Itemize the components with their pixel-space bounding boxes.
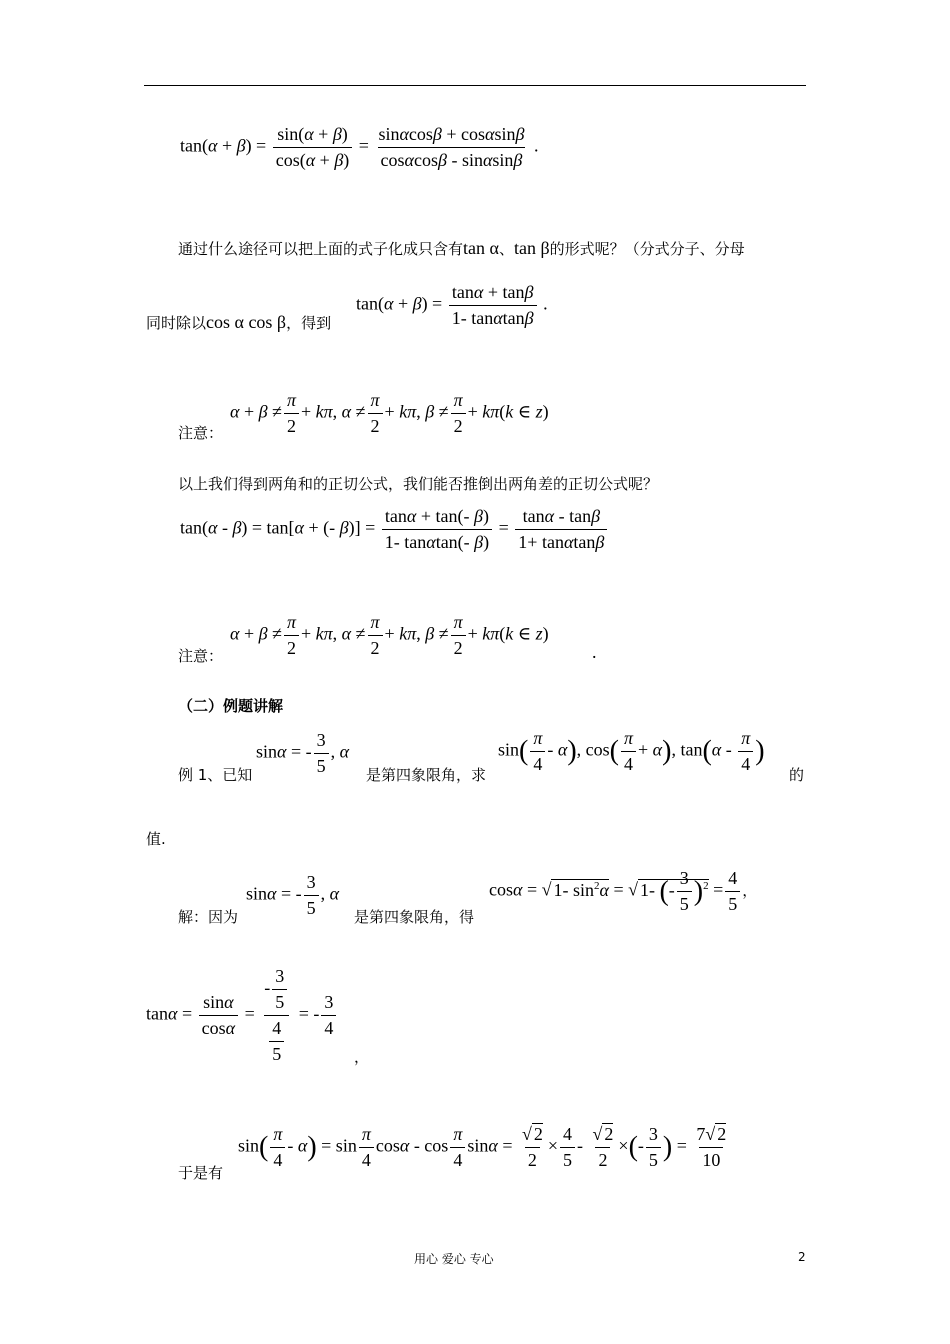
tan-alpha: tan α: [463, 238, 499, 258]
example-end: 的: [789, 766, 805, 784]
divide-paragraph: [146, 312, 331, 333]
example-value: 值.: [146, 830, 166, 848]
period-3: .: [592, 642, 597, 662]
example-targets: sin( $\frac{\pi}{4}$ - α), cos( $\frac{\pi}{4}$ + α), tan(α - $\frac{\pi}{4}$ ): [498, 728, 765, 774]
difference-paragraph: 以上我们得到两角和的正切公式，我们能否推倒出两角差的正切公式呢？: [178, 475, 659, 493]
note-condition-2: α + β ≠ $\frac{\pi}{2}$ + kπ, α ≠ $\frac{\pi}{2}$ + kπ, β ≠ $\frac{\pi}{2}$ + kπ(k ∈ z): [230, 612, 549, 658]
formula-tan-difference: tan(α - β) = tan[α + (- β)] = $\frac{\tan\alpha + \tan(- \beta)}{1- \tan\alpha\tan(- \beta)}$ = $\frac{\tan\alpha - \tan\beta}{1+ \tan\alpha\tan\beta}$: [180, 506, 609, 553]
solution-label: 解：因为: [178, 908, 239, 926]
section-heading: （二）例题讲解: [178, 697, 284, 715]
solution-cos: cosα = √ 1- $\sin^2\alpha$ = √ 1- (- $\frac{3}{5}$ )$^2$ = $\frac{4}{5}$ ，: [489, 868, 758, 914]
period-1: .: [533, 135, 539, 156]
solution-mid: 是第四象限角，得: [354, 908, 475, 926]
question-text-end: 的形式呢？（分式分子、分母: [549, 240, 745, 258]
period-2: .: [543, 293, 548, 314]
solution-sin-diff: sin( $\frac{\pi}{4}$ - α) = sin $\frac{\pi}{4}$ cosα - cos $\frac{\pi}{4}$ sinα = $\frac{√ 2}{2}$ × $\frac{4}{5}$ - $\frac{√ 2}{2}$ ×(- $\frac{3}{5}$ ) = $\frac{7√ 2}{10}$: [238, 1124, 727, 1170]
example-label: 例 1、已知: [178, 766, 253, 784]
formula-tan-sum-expansion: tan(α + β) = $\frac{\sin(\alpha + \beta)}{\cos(\alpha + \beta)}$ = $\frac{\sin\alpha\cos\beta + \cos\alpha\sin\beta}{\cos\alpha\cos\beta - \sin\alpha\sin\beta}$ .: [180, 124, 539, 170]
example-mid: 是第四象限角，求: [366, 766, 487, 784]
formula-tan-addition: tan(α + β) = $\frac{\tan\alpha + \tan\beta}{1- \tan\alpha\tan\beta}$ .: [356, 282, 548, 328]
note-label-2: 注意：: [178, 647, 224, 665]
cos-cos: cos α cos β: [206, 312, 287, 332]
question-paragraph: [178, 238, 745, 259]
divide-text-mid: ，得到: [286, 314, 332, 332]
note-label-1: 注意：: [178, 424, 224, 442]
solution-given: sinα = - $\frac{3}{5}$ , α: [246, 872, 340, 918]
comma-1: ，: [742, 881, 758, 900]
page-number: 2: [798, 1250, 806, 1264]
note-condition-1: α + β ≠ $\frac{\pi}{2}$ + kπ, α ≠ $\frac{\pi}{2}$ + kπ, β ≠ $\frac{\pi}{2}$ + kπ(k ∈ z): [230, 390, 549, 436]
so-label: 于是有: [178, 1164, 224, 1182]
tan-beta: tan β: [513, 238, 550, 258]
header-rule: [144, 85, 806, 86]
question-text: 通过什么途径可以把上面的式子化成只含有: [178, 240, 464, 258]
example-given: sinα = - $\frac{3}{5}$ , α: [256, 730, 350, 776]
separator: 、: [498, 240, 514, 258]
footer-text: 用心 爱心 专心: [414, 1252, 494, 1266]
solution-tan: tanα = $\frac{\sin\alpha}{\cos\alpha}$ = - $\frac{3}{5}$ $\frac{4}{5}$ = - $\frac{3}{4}$: [146, 966, 338, 1065]
comma-2: ，: [354, 1048, 370, 1066]
divide-text: 同时除以: [146, 314, 207, 332]
